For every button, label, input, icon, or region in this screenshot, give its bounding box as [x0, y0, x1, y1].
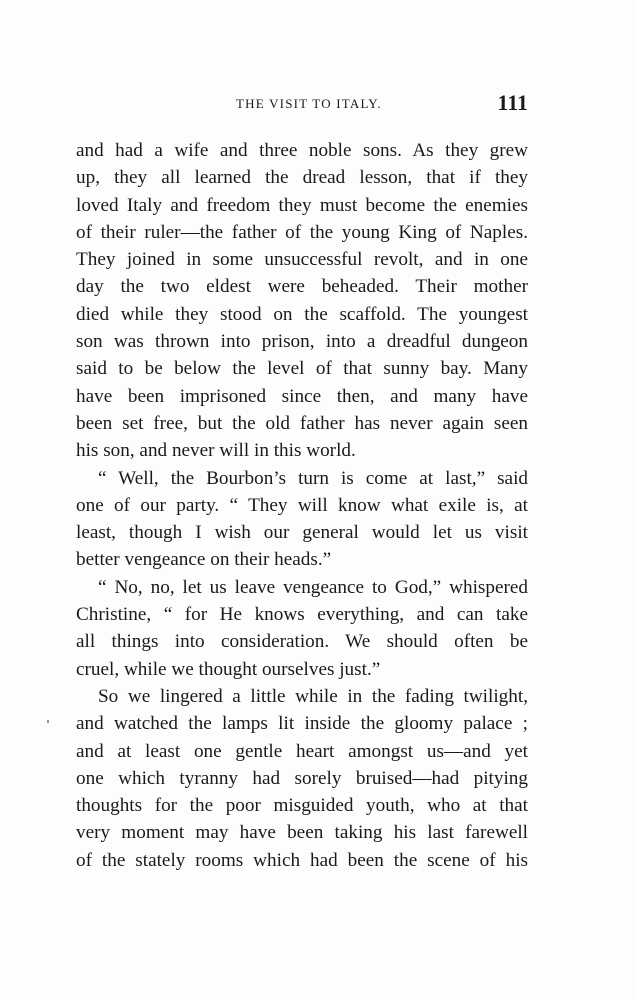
text-line: up, they all learned the dread lesson, that if they: [76, 167, 528, 189]
text-line: died while they stood on the scaffold. The youngest: [76, 303, 528, 325]
text-line: and had a wife and three noble sons. As they grew: [76, 140, 528, 161]
text-line: day the two eldest were beheaded. Their mother: [76, 276, 528, 298]
text-line: have been imprisoned since then, and many have: [76, 385, 528, 407]
page-number: 111: [497, 90, 528, 115]
text-line: cruel, while we thought ourselves just.”: [76, 658, 381, 680]
text-line: thoughts for the poor misguided youth, who at that: [76, 795, 528, 817]
stray-ink-mark: [47, 720, 49, 723]
text-line: loved Italy and freedom they must become the enemies: [76, 194, 528, 216]
text-line: They joined in some unsuccessful revolt, and in one: [76, 249, 528, 271]
text-line: So we lingered a little while in the fading twilight,: [98, 685, 528, 707]
running-title: THE VISIT TO ITALY.: [236, 96, 382, 111]
text-line: one which tyranny had sorely bruised—had pitying: [76, 767, 528, 789]
text-line: “ Well, the Bourbon’s turn is come at last,” said: [98, 467, 528, 489]
text-line: least, though I wish our general would let us visit: [76, 522, 528, 544]
text-line: one of our party. “ They will know what exile is, at: [76, 494, 528, 516]
text-line: “ No, no, let us leave vengeance to God,” whispered: [98, 576, 528, 598]
text-line: of their ruler—the father of the young King of Naples.: [76, 221, 528, 243]
body-text: [76, 137, 528, 874]
text-line: his son, and never will in this world.: [76, 440, 356, 462]
text-line: been set free, but the old father has never again seen: [76, 412, 528, 434]
text-line: said to be below the level of that sunny bay. Many: [76, 358, 528, 380]
text-line: very moment may have been taking his last farewell: [76, 822, 528, 844]
text-line: and at least one gentle heart amongst us—and yet: [76, 740, 528, 762]
page-header: [76, 90, 528, 120]
text-line: all things into consideration. We should often be: [76, 631, 528, 653]
text-line: and watched the lamps lit inside the gloomy palace ;: [76, 713, 528, 735]
text-line: Christine, “ for He knows everything, and can take: [76, 604, 528, 626]
text-line: better vengeance on their heads.”: [76, 549, 332, 571]
text-line: son was thrown into prison, into a dreadful dungeon: [76, 331, 528, 353]
text-line: of the stately rooms which had been the scene of his: [76, 849, 528, 871]
